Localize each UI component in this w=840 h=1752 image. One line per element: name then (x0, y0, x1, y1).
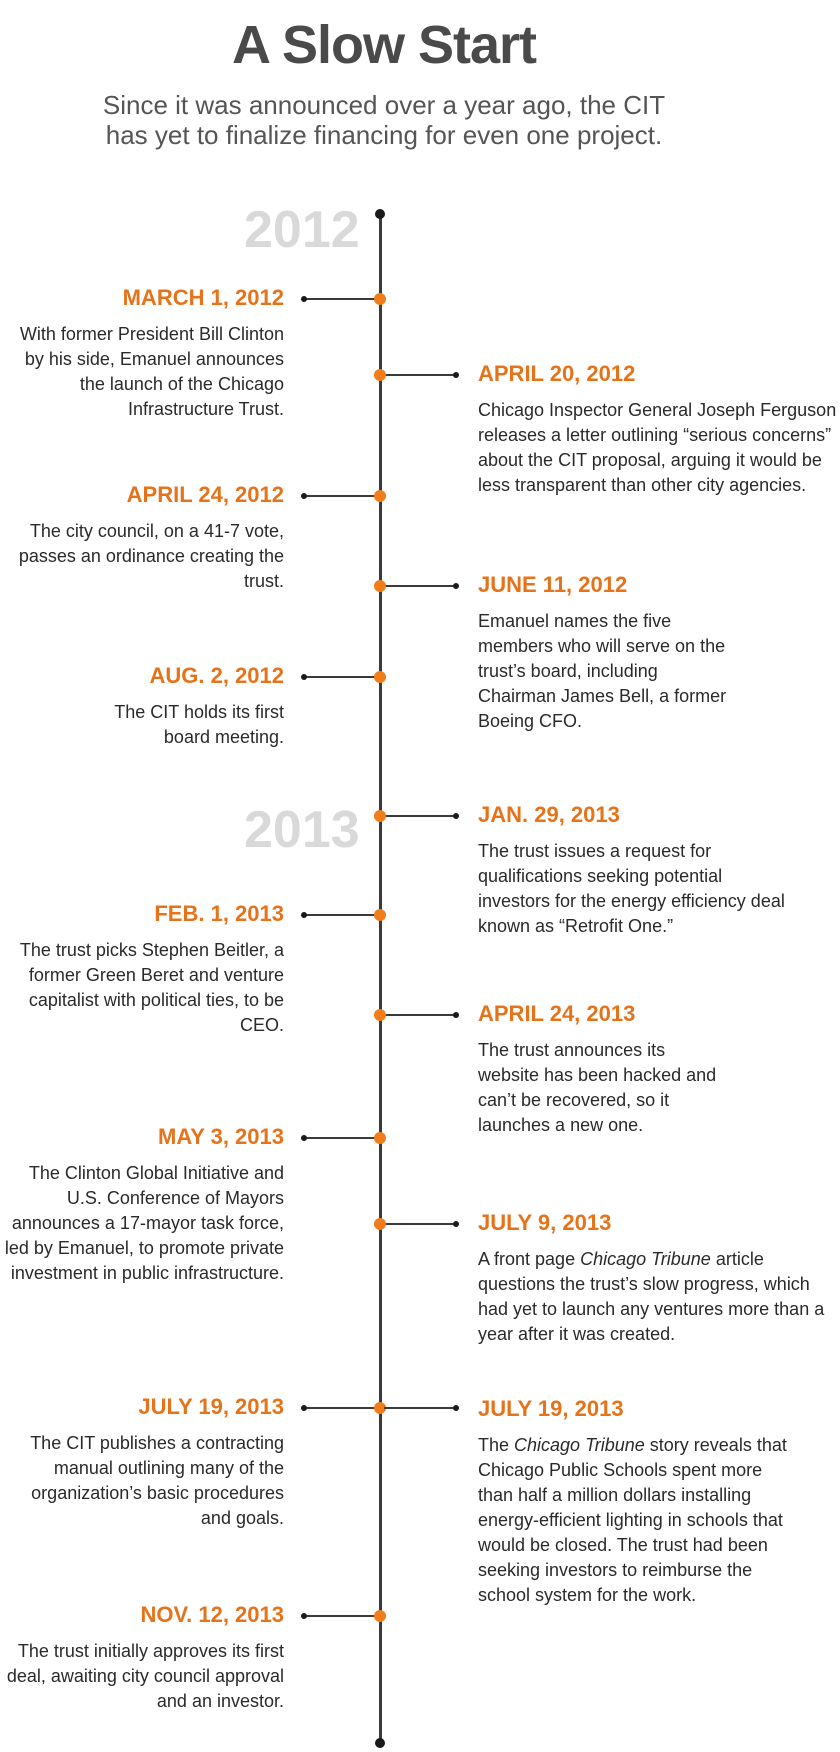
year-label-2012: 2012 (244, 201, 360, 259)
event-description: Emanuel names the five members who will serve on the trust’s board, including Chairman James Bell, a former Boeing CFO. (478, 611, 727, 731)
connector-tip (301, 493, 307, 499)
connector-right (384, 1223, 456, 1225)
event-date: JAN. 29, 2013 (478, 802, 620, 827)
event-feb-1-2013 (0, 900, 284, 1038)
connector-tip (453, 1405, 459, 1411)
connector-tip (453, 583, 459, 589)
connector-tip (301, 674, 307, 680)
timeline-dot (374, 580, 386, 592)
connector-left (304, 298, 376, 300)
event-text-part: story reveals that Chicago Public Schools spent more than half a million dollars installing energy-efficient lighting in schools that would be closed. The trust had been seeking investors to reimburse the school system for the work. (478, 1435, 787, 1605)
event-description: With former President Bill Clinton by his side, Emanuel announces the launch of the Chicago Infrastructure Trust. (19, 324, 284, 419)
connector-tip (301, 1135, 307, 1141)
publication-name: Chicago Tribune (514, 1435, 645, 1455)
event-july-19-2013-left (0, 1393, 284, 1531)
event-description (478, 1433, 798, 1608)
event-date: FEB. 1, 2013 (154, 901, 284, 926)
connector-left (304, 1615, 376, 1617)
event-may-3-2013 (0, 1123, 284, 1286)
year-label-2013: 2013 (244, 801, 360, 859)
connector-tip (453, 372, 459, 378)
event-date: AUG. 2, 2012 (149, 663, 284, 688)
page-subtitle (40, 90, 728, 150)
timeline-start-cap (375, 209, 385, 219)
connector-tip (301, 1613, 307, 1619)
connector-left (304, 914, 376, 916)
event-description: The CIT publishes a contracting manual outlining many of the organization’s basic procedures and goals. (30, 1433, 284, 1528)
event-description: The city council, on a 41-7 vote, passes an ordinance creating the trust. (18, 521, 284, 591)
timeline-axis (379, 213, 382, 1743)
connector-left (304, 1137, 376, 1139)
connector-right (384, 585, 456, 587)
event-july-9-2013 (478, 1209, 838, 1347)
connector-right (384, 1014, 456, 1016)
event-date: JUNE 11, 2012 (478, 572, 628, 597)
timeline-dot (374, 909, 386, 921)
event-description: The trust issues a request for qualifications seeking potential investors for the energy efficiency deal known as “Retrofit One.” (478, 841, 785, 936)
event-date: APRIL 24, 2013 (478, 1001, 636, 1026)
event-april-24-2012 (0, 481, 284, 594)
event-date: JULY 19, 2013 (478, 1396, 624, 1421)
timeline-dot (374, 810, 386, 822)
event-description: The CIT holds its first board meeting. (114, 702, 284, 747)
event-aug-2-2012 (0, 662, 284, 750)
publication-name: Chicago Tribune (580, 1249, 711, 1269)
event-description: The trust picks Stephen Beitler, a former Green Beret and venture capitalist with political ties, to be CEO. (19, 940, 284, 1035)
connector-right (384, 374, 456, 376)
subtitle-line-2: has yet to finalize financing for even one project. (105, 120, 663, 150)
timeline-dot (374, 490, 386, 502)
connector-right (384, 815, 456, 817)
connector-tip (301, 296, 307, 302)
timeline-dot (374, 293, 386, 305)
timeline-dot (374, 1218, 386, 1230)
subtitle-line-1: Since it was announced over a year ago, the CIT (102, 90, 666, 120)
event-text-part: The (478, 1435, 515, 1455)
timeline-dot (374, 1009, 386, 1021)
page-title: A Slow Start (231, 15, 537, 75)
event-date: APRIL 24, 2012 (126, 482, 284, 507)
event-date: JULY 19, 2013 (138, 1394, 284, 1419)
event-date: JULY 9, 2013 (478, 1210, 612, 1235)
event-description (478, 1247, 838, 1347)
event-april-20-2012 (478, 360, 838, 498)
connector-tip (453, 1012, 459, 1018)
event-march-1-2012 (0, 284, 284, 422)
timeline-end-cap (375, 1738, 385, 1748)
event-july-19-2013-right (478, 1395, 838, 1608)
event-june-11-2012 (478, 571, 838, 734)
event-text-part: article questions the trust’s slow progress, which had yet to launch any ventures more than a year after it was created. (478, 1249, 825, 1344)
event-description: The trust initially approves its first deal, awaiting city council approval and an investor. (6, 1641, 284, 1711)
event-date: NOV. 12, 2013 (140, 1602, 284, 1627)
event-jan-29-2013 (478, 801, 838, 939)
event-date: APRIL 20, 2012 (478, 361, 636, 386)
event-date: MARCH 1, 2012 (122, 285, 284, 310)
connector-right (384, 1407, 456, 1409)
event-april-24-2013 (478, 1000, 838, 1138)
connector-tip (453, 1221, 459, 1227)
event-description: The trust announces its website has been hacked and can’t be recovered, so it launches a new one. (478, 1040, 717, 1135)
connector-left (304, 1407, 376, 1409)
event-description: Chicago Inspector General Joseph Ferguson releases a letter outlining “serious concerns” about the CIT proposal, arguing it would be less transparent than other city agencies. (478, 400, 837, 495)
event-nov-12-2013 (0, 1601, 284, 1714)
event-text-part: A front page (478, 1249, 581, 1269)
timeline-dot (374, 1610, 386, 1622)
connector-tip (301, 912, 307, 918)
connector-tip (301, 1405, 307, 1411)
event-date: MAY 3, 2013 (158, 1124, 284, 1149)
connector-left (304, 676, 376, 678)
timeline-dot (374, 369, 386, 381)
connector-tip (453, 813, 459, 819)
timeline-dot (374, 1132, 386, 1144)
event-description: The Clinton Global Initiative and U.S. Conference of Mayors announces a 17-mayor task force, led by Emanuel, to promote private investment in public infrastructure. (4, 1163, 284, 1283)
connector-left (304, 495, 376, 497)
timeline-dot (374, 671, 386, 683)
